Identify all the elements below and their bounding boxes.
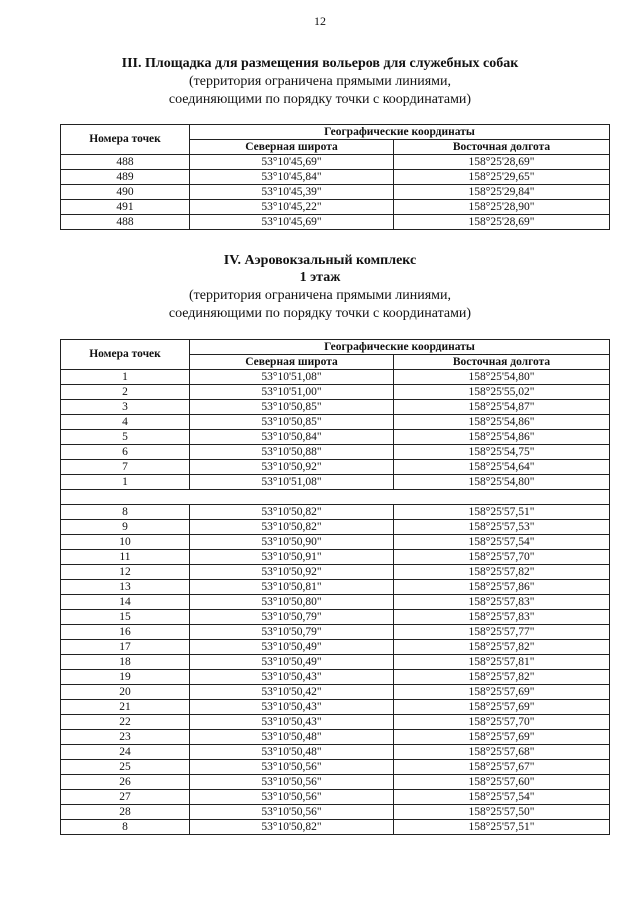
section4-coords-table [60, 339, 610, 835]
point-number-cell: 19 [61, 670, 190, 685]
section4-subtitle-2: соединяющими по порядку точки с координатами) [168, 306, 472, 321]
latitude-cell: 53°10'50,90" [190, 535, 394, 550]
section4-table-body [61, 370, 610, 835]
table-row [61, 565, 610, 580]
point-number-cell: 10 [61, 535, 190, 550]
table-row [61, 430, 610, 445]
latitude-cell: 53°10'50,92" [190, 565, 394, 580]
longitude-cell: 158°25'28,69" [394, 155, 610, 170]
section4-subtitle-1: (территория ограничена прямыми линиями, [188, 288, 452, 303]
point-number-cell: 4 [61, 415, 190, 430]
point-number-cell: 14 [61, 595, 190, 610]
point-number-cell: 17 [61, 640, 190, 655]
longitude-cell: 158°25'57,60" [394, 775, 610, 790]
point-number-cell: 490 [61, 185, 190, 200]
col-header-lat: Северная широта [190, 355, 394, 370]
table-row [61, 170, 610, 185]
section3-subtitle-1: (территория ограничена прямыми линиями, [188, 74, 452, 89]
table-row [61, 475, 610, 490]
longitude-cell: 158°25'57,54" [394, 535, 610, 550]
longitude-cell: 158°25'54,86" [394, 415, 610, 430]
table-row [61, 445, 610, 460]
longitude-cell: 158°25'57,54" [394, 790, 610, 805]
longitude-cell: 158°25'57,77" [394, 625, 610, 640]
table-row [61, 610, 610, 625]
table-row [61, 155, 610, 170]
point-number-cell: 3 [61, 400, 190, 415]
table-row [61, 400, 610, 415]
section4-title: IV. Аэровокзальный комплекс [223, 253, 417, 268]
latitude-cell: 53°10'50,49" [190, 655, 394, 670]
longitude-cell: 158°25'57,83" [394, 610, 610, 625]
table-row [61, 625, 610, 640]
table-row [61, 505, 610, 520]
latitude-cell: 53°10'45,84" [190, 170, 394, 185]
table-row [61, 745, 610, 760]
latitude-cell: 53°10'50,56" [190, 760, 394, 775]
latitude-cell: 53°10'50,42" [190, 685, 394, 700]
section4-title-floor: 1 этаж [299, 270, 341, 285]
latitude-cell: 53°10'50,49" [190, 640, 394, 655]
table-row [61, 215, 610, 230]
table-row [61, 655, 610, 670]
latitude-cell: 53°10'50,81" [190, 580, 394, 595]
longitude-cell: 158°25'57,82" [394, 640, 610, 655]
latitude-cell: 53°10'50,56" [190, 775, 394, 790]
table-row [61, 535, 610, 550]
point-number-cell: 1 [61, 370, 190, 385]
longitude-cell: 158°25'57,81" [394, 655, 610, 670]
table-row [61, 670, 610, 685]
longitude-cell: 158°25'57,67" [394, 760, 610, 775]
point-number-cell: 6 [61, 445, 190, 460]
latitude-cell: 53°10'50,79" [190, 625, 394, 640]
table-row [61, 805, 610, 820]
point-number-cell: 21 [61, 700, 190, 715]
table-row [61, 775, 610, 790]
table-row [61, 185, 610, 200]
latitude-cell: 53°10'50,79" [190, 610, 394, 625]
latitude-cell: 53°10'50,92" [190, 460, 394, 475]
latitude-cell: 53°10'50,48" [190, 730, 394, 745]
latitude-cell: 53°10'51,08" [190, 370, 394, 385]
table-row [61, 595, 610, 610]
table-row [61, 715, 610, 730]
point-number-cell: 23 [61, 730, 190, 745]
table-row [61, 385, 610, 400]
page-number: 12 [314, 14, 326, 28]
col-header-geo: Географические координаты [190, 340, 610, 355]
point-number-cell: 8 [61, 505, 190, 520]
table-row [61, 640, 610, 655]
latitude-cell: 53°10'50,56" [190, 790, 394, 805]
table-separator-row [61, 490, 610, 505]
point-number-cell: 488 [61, 215, 190, 230]
longitude-cell: 158°25'54,75" [394, 445, 610, 460]
table-row [61, 700, 610, 715]
point-number-cell: 28 [61, 805, 190, 820]
latitude-cell: 53°10'51,00" [190, 385, 394, 400]
section3-table-body [61, 155, 610, 230]
latitude-cell: 53°10'50,82" [190, 820, 394, 835]
table-row [61, 685, 610, 700]
longitude-cell: 158°25'57,70" [394, 715, 610, 730]
latitude-cell: 53°10'50,85" [190, 400, 394, 415]
latitude-cell: 53°10'50,80" [190, 595, 394, 610]
section3-coords-table [60, 124, 610, 230]
table-row [61, 460, 610, 475]
table-row [61, 730, 610, 745]
longitude-cell: 158°25'57,82" [394, 565, 610, 580]
point-number-cell: 7 [61, 460, 190, 475]
longitude-cell: 158°25'55,02" [394, 385, 610, 400]
point-number-cell: 11 [61, 550, 190, 565]
point-number-cell: 488 [61, 155, 190, 170]
table-row [61, 760, 610, 775]
longitude-cell: 158°25'54,80" [394, 370, 610, 385]
latitude-cell: 53°10'51,08" [190, 475, 394, 490]
point-number-cell: 5 [61, 430, 190, 445]
longitude-cell: 158°25'57,51" [394, 820, 610, 835]
latitude-cell: 53°10'45,22" [190, 200, 394, 215]
section3-subtitle-2: соединяющими по порядку точки с координатами) [168, 92, 472, 107]
latitude-cell: 53°10'50,82" [190, 520, 394, 535]
point-number-cell: 20 [61, 685, 190, 700]
table-row [61, 520, 610, 535]
longitude-cell: 158°25'29,65" [394, 170, 610, 185]
point-number-cell: 22 [61, 715, 190, 730]
latitude-cell: 53°10'50,85" [190, 415, 394, 430]
longitude-cell: 158°25'57,53" [394, 520, 610, 535]
point-number-cell: 16 [61, 625, 190, 640]
latitude-cell: 53°10'45,39" [190, 185, 394, 200]
col-header-lon: Восточная долгота [394, 355, 610, 370]
point-number-cell: 15 [61, 610, 190, 625]
latitude-cell: 53°10'50,56" [190, 805, 394, 820]
latitude-cell: 53°10'50,88" [190, 445, 394, 460]
latitude-cell: 53°10'45,69" [190, 215, 394, 230]
latitude-cell: 53°10'50,48" [190, 745, 394, 760]
longitude-cell: 158°25'57,82" [394, 670, 610, 685]
point-number-cell: 2 [61, 385, 190, 400]
table-row [61, 790, 610, 805]
longitude-cell: 158°25'54,87" [394, 400, 610, 415]
latitude-cell: 53°10'50,43" [190, 670, 394, 685]
point-number-cell: 25 [61, 760, 190, 775]
point-number-cell: 12 [61, 565, 190, 580]
point-number-cell: 27 [61, 790, 190, 805]
longitude-cell: 158°25'57,69" [394, 700, 610, 715]
col-header-lat: Северная широта [190, 140, 394, 155]
table-row [61, 370, 610, 385]
latitude-cell: 53°10'50,43" [190, 715, 394, 730]
point-number-cell: 491 [61, 200, 190, 215]
point-number-cell: 9 [61, 520, 190, 535]
longitude-cell: 158°25'54,64" [394, 460, 610, 475]
table-row [61, 415, 610, 430]
longitude-cell: 158°25'57,70" [394, 550, 610, 565]
col-header-lon: Восточная долгота [394, 140, 610, 155]
longitude-cell: 158°25'54,80" [394, 475, 610, 490]
table-row [61, 200, 610, 215]
section3-title: III. Площадка для размещения вольеров для служебных собак [121, 56, 519, 71]
separator-cell [61, 490, 610, 505]
latitude-cell: 53°10'50,43" [190, 700, 394, 715]
point-number-cell: 24 [61, 745, 190, 760]
col-header-points: Номера точек [61, 125, 190, 155]
longitude-cell: 158°25'54,86" [394, 430, 610, 445]
longitude-cell: 158°25'57,51" [394, 505, 610, 520]
point-number-cell: 18 [61, 655, 190, 670]
longitude-cell: 158°25'57,50" [394, 805, 610, 820]
col-header-geo: Географические координаты [190, 125, 610, 140]
longitude-cell: 158°25'57,69" [394, 685, 610, 700]
longitude-cell: 158°25'28,69" [394, 215, 610, 230]
point-number-cell: 8 [61, 820, 190, 835]
longitude-cell: 158°25'57,69" [394, 730, 610, 745]
table-row [61, 550, 610, 565]
point-number-cell: 13 [61, 580, 190, 595]
longitude-cell: 158°25'57,86" [394, 580, 610, 595]
longitude-cell: 158°25'57,68" [394, 745, 610, 760]
point-number-cell: 489 [61, 170, 190, 185]
latitude-cell: 53°10'45,69" [190, 155, 394, 170]
longitude-cell: 158°25'57,83" [394, 595, 610, 610]
latitude-cell: 53°10'50,82" [190, 505, 394, 520]
longitude-cell: 158°25'29,84" [394, 185, 610, 200]
point-number-cell: 26 [61, 775, 190, 790]
col-header-points: Номера точек [61, 340, 190, 370]
longitude-cell: 158°25'28,90" [394, 200, 610, 215]
latitude-cell: 53°10'50,91" [190, 550, 394, 565]
table-row [61, 580, 610, 595]
point-number-cell: 1 [61, 475, 190, 490]
table-row [61, 820, 610, 835]
latitude-cell: 53°10'50,84" [190, 430, 394, 445]
